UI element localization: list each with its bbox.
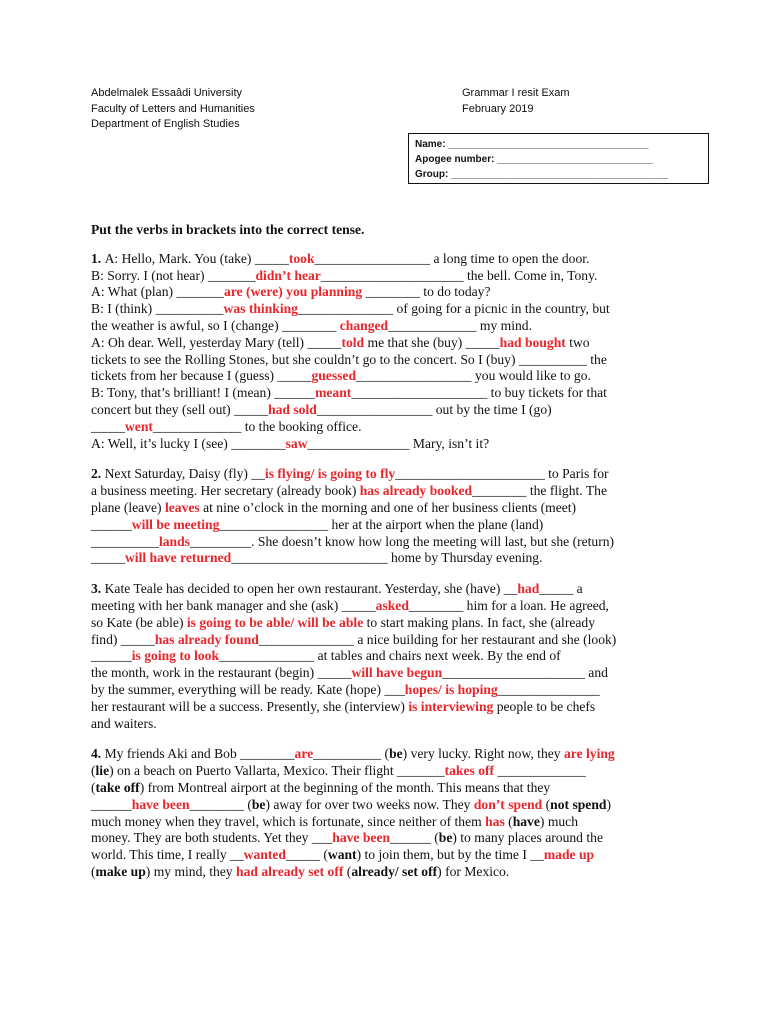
prompt-text: ______	[91, 516, 132, 532]
answer-text: lands	[158, 533, 190, 549]
apogee-number-field[interactable]: Apogee number: ____________________________	[415, 154, 653, 165]
exercise-line	[91, 352, 673, 369]
exercise-line	[91, 517, 673, 534]
exercise-line	[91, 581, 673, 598]
institution-header	[91, 86, 255, 133]
exercise-line	[91, 716, 673, 733]
prompt-text: plane (leave)	[91, 499, 165, 515]
prompt-text: at nine o’clock in the morning and one of her business clients (meet)	[199, 499, 577, 515]
exercise-line	[91, 268, 673, 285]
prompt-text: by the summer, everything will be ready. Kate (hope) ___	[91, 681, 405, 697]
exam-title: Grammar I resit Exam	[462, 87, 570, 99]
answer-text: are (were) you planning	[224, 284, 363, 300]
prompt-text: so Kate (be able)	[91, 614, 187, 630]
answer-text: will have begun	[351, 665, 443, 681]
prompt-text: _________________ you would like to go.	[356, 368, 591, 384]
prompt-text: _____________ my mind.	[388, 317, 532, 333]
prompt-text: Next Saturday, Daisy (fly) __	[104, 466, 265, 482]
exercise-line	[91, 830, 673, 847]
prompt-text: ) for Mexico.	[437, 863, 510, 879]
exercise-line	[91, 436, 673, 453]
exercise-line	[91, 335, 673, 352]
prompt-text: a business meeting. Her secretary (already book)	[91, 483, 360, 499]
prompt-text: (	[343, 863, 352, 879]
prompt-text: people to be chefs	[493, 698, 596, 714]
prompt-text: _____ a	[539, 581, 583, 597]
exercise-line	[91, 648, 673, 665]
answer-text: was thinking	[223, 301, 298, 317]
prompt-text: ________ the flight. The	[472, 483, 607, 499]
prompt-text: find) _____	[91, 631, 155, 647]
prompt-text: ______	[91, 648, 132, 664]
answer-text: went	[124, 418, 153, 434]
answer-text: told	[341, 334, 365, 350]
answer-text: is going to look	[131, 648, 220, 664]
prompt-text: _________________ a long time to open the door.	[314, 250, 590, 266]
prompt-text: not spend	[550, 796, 607, 812]
answer-text: is going to be able/ will be able	[186, 614, 364, 630]
answer-text: are lying	[564, 746, 615, 762]
answer-text: takes off	[444, 763, 495, 779]
answer-text: is interviewing	[408, 698, 494, 714]
prompt-text: _______________ Mary, isn’t it?	[307, 435, 490, 451]
prompt-text: make up	[95, 863, 146, 879]
prompt-text: ) much	[539, 813, 579, 829]
prompt-text: B: I (think) __________	[91, 301, 224, 317]
answer-text: has already booked	[359, 483, 473, 499]
answer-text: have been	[332, 830, 391, 846]
faculty-name: Faculty of Letters and Humanities	[91, 102, 255, 115]
exercise-number: 2.	[91, 466, 105, 482]
answer-text: hopes/ is hoping	[404, 681, 498, 697]
department-name: Department of English Studies	[91, 118, 240, 130]
prompt-text: the month, work in the restaurant (begin) _____	[91, 665, 352, 681]
prompt-text: ______________ a nice building for her restaurant and she (look)	[258, 631, 617, 647]
exercise-3	[91, 581, 673, 732]
exercise-line	[91, 746, 673, 763]
exercise-list	[91, 251, 673, 881]
answer-text: guessed	[311, 368, 357, 384]
group-field[interactable]: Group: _______________________________________	[415, 169, 669, 180]
exercise-number: 3.	[91, 581, 105, 597]
prompt-text: me that she (buy) _____	[364, 334, 500, 350]
prompt-text: concert but they (sell out) _____	[91, 401, 269, 417]
prompt-text: world. This time, I really __	[91, 847, 244, 863]
answer-text: had	[517, 581, 540, 597]
prompt-text: two	[565, 334, 590, 350]
exercise-4	[91, 746, 673, 880]
prompt-text: _________________ out by the time I (go)	[316, 401, 552, 417]
prompt-text: ____________________ to buy tickets for that	[351, 385, 607, 401]
exercise-line	[91, 500, 673, 517]
prompt-text: ) to many places around the	[452, 830, 603, 846]
answer-text: has	[485, 813, 505, 829]
prompt-text: A: Oh dear. Well, yesterday Mary (tell) _____	[91, 334, 342, 350]
prompt-text: much money when they travel, which is fortunate, since neither of them	[91, 813, 486, 829]
answer-text: wanted	[243, 847, 286, 863]
prompt-text: (	[504, 813, 513, 829]
exercise-line	[91, 682, 673, 699]
prompt-text: My friends Aki and Bob ________	[104, 746, 295, 762]
answer-text: changed	[339, 317, 389, 333]
prompt-text: ) to join them, but by the time I __	[356, 847, 544, 863]
exercise-line	[91, 864, 673, 881]
exam-header	[462, 86, 570, 117]
prompt-text: tickets to see the Rolling Stones, but she couldn’t go to the concert. So I (buy) __________ the	[91, 351, 607, 367]
prompt-text: ) away for over two weeks now. They	[265, 796, 474, 812]
prompt-text: (	[91, 763, 96, 779]
prompt-text: ________ to do today?	[362, 284, 491, 300]
exercise-line	[91, 763, 673, 780]
prompt-text: be	[251, 796, 266, 812]
prompt-text: _____	[91, 418, 125, 434]
prompt-text: _______________	[497, 681, 600, 697]
answer-text: asked	[375, 597, 409, 613]
answer-text: are	[294, 746, 314, 762]
answer-text: meant	[315, 385, 352, 401]
prompt-text: ______	[91, 796, 132, 812]
prompt-text: B: Tony, that’s brilliant! I (mean) ______	[91, 385, 316, 401]
answer-text: had already set off	[236, 863, 344, 879]
prompt-text: _________. She doesn’t know how long the meeting will last, but she (return)	[189, 533, 615, 549]
exercise-line	[91, 466, 673, 483]
answer-text: don’t spend	[473, 796, 543, 812]
instruction-text: Put the verbs in brackets into the correct tense.	[91, 222, 365, 237]
exercise-line	[91, 598, 673, 615]
prompt-text: ______________ at tables and chairs next week. By the end of	[219, 648, 561, 664]
exercise-line	[91, 699, 673, 716]
prompt-text: __________	[91, 533, 159, 549]
exercise-line	[91, 402, 673, 419]
prompt-text: A: What (plan) _______	[91, 284, 225, 300]
exercise-line	[91, 368, 673, 385]
prompt-text: Kate Teale has decided to open her own restaurant. Yesterday, she (have) __	[104, 581, 518, 597]
prompt-text: ______________________ to Paris for	[395, 466, 609, 482]
prompt-text: _____________	[494, 763, 586, 779]
prompt-text: ______________ of going for a picnic in the country, but	[297, 301, 610, 317]
name-field[interactable]: Name: ____________________________________	[415, 139, 649, 150]
exercise-line	[91, 550, 673, 567]
answer-text: made up	[543, 847, 595, 863]
exercise-line	[91, 780, 673, 797]
prompt-text: take off	[95, 779, 140, 795]
prompt-text: ________________ her at the airport when the plane (land)	[219, 516, 544, 532]
prompt-text: to start making plans. In fact, she (already	[363, 614, 596, 630]
prompt-text: and waiters.	[91, 715, 157, 731]
prompt-text: A: Well, it’s lucky I (see) ________	[91, 435, 286, 451]
prompt-text: _____ (	[285, 847, 328, 863]
prompt-text: ________ him for a loan. He agreed,	[408, 597, 609, 613]
exercise-line	[91, 665, 673, 682]
exercise-2	[91, 466, 673, 567]
answer-text: had sold	[268, 401, 317, 417]
prompt-text: lie	[95, 763, 110, 779]
exercise-line	[91, 615, 673, 632]
exercise-line	[91, 534, 673, 551]
prompt-text: ) my mind, they	[145, 863, 237, 879]
prompt-text: ________ (	[189, 796, 252, 812]
answer-text: saw	[285, 435, 308, 451]
prompt-text: meeting with her bank manager and she (ask) _____	[91, 597, 376, 613]
answer-text: leaves	[164, 499, 200, 515]
prompt-text: have	[512, 813, 540, 829]
answer-text: has already found	[154, 631, 259, 647]
prompt-text: _____	[91, 550, 125, 566]
answer-text: took	[288, 250, 315, 266]
prompt-text: _____________________ the bell. Come in, Tony.	[320, 267, 598, 283]
answer-text: have been	[131, 796, 190, 812]
prompt-text: ) very lucky. Right now, they	[402, 746, 564, 762]
prompt-text: ______ (	[390, 830, 439, 846]
prompt-text: A: Hello, Mark. You (take) _____	[104, 250, 289, 266]
exercise-line	[91, 483, 673, 500]
prompt-text: __________ (	[313, 746, 390, 762]
answer-text: had bought	[499, 334, 566, 350]
prompt-text: the weather is awful, so I (change) ________	[91, 317, 340, 333]
answer-text: didn’t hear	[255, 267, 321, 283]
answer-text: is flying/ is going to fly	[264, 466, 396, 482]
exam-date: February 2019	[462, 102, 534, 115]
prompt-text: ) on a beach on Puerto Vallarta, Mexico. Their flight _______	[109, 763, 445, 779]
exercise-line	[91, 632, 673, 649]
exercise-line	[91, 284, 673, 301]
exercise-1	[91, 251, 673, 453]
prompt-text: (	[542, 796, 551, 812]
prompt-text: _______________________ home by Thursday evening.	[231, 550, 543, 566]
prompt-text: be	[389, 746, 403, 762]
exercise-line	[91, 318, 673, 335]
prompt-text: )	[606, 796, 611, 812]
prompt-text: (	[91, 779, 96, 795]
exercise-number: 4.	[91, 746, 105, 762]
exercise-line	[91, 797, 673, 814]
exercise-line	[91, 251, 673, 268]
prompt-text: ) from Montreal airport at the beginning of the month. This means that they	[139, 779, 551, 795]
prompt-text: tickets from her because I (guess) _____	[91, 368, 312, 384]
prompt-text: _____________ to the booking office.	[152, 418, 362, 434]
prompt-text: be	[438, 830, 453, 846]
prompt-text: want	[327, 847, 357, 863]
university-name: Abdelmalek Essaâdi University	[91, 87, 243, 99]
exercise-line	[91, 385, 673, 402]
prompt-text: (	[91, 863, 96, 879]
exercise-number: 1.	[91, 250, 105, 266]
prompt-text: B: Sorry. I (not hear) _______	[91, 267, 256, 283]
answer-text: will be meeting	[131, 516, 220, 532]
exercise-line	[91, 814, 673, 831]
prompt-text: her restaurant will be a success. Presently, she (interview)	[91, 698, 409, 714]
answer-text: will have returned	[124, 550, 232, 566]
student-info-box	[408, 133, 709, 184]
exercise-line	[91, 301, 673, 318]
exercise-line	[91, 419, 673, 436]
prompt-text: money. They are both students. Yet they ___	[91, 830, 333, 846]
exam-content	[91, 222, 673, 895]
exercise-line	[91, 847, 673, 864]
prompt-text: _____________________ and	[442, 665, 608, 681]
prompt-text: already/ set off	[351, 863, 438, 879]
